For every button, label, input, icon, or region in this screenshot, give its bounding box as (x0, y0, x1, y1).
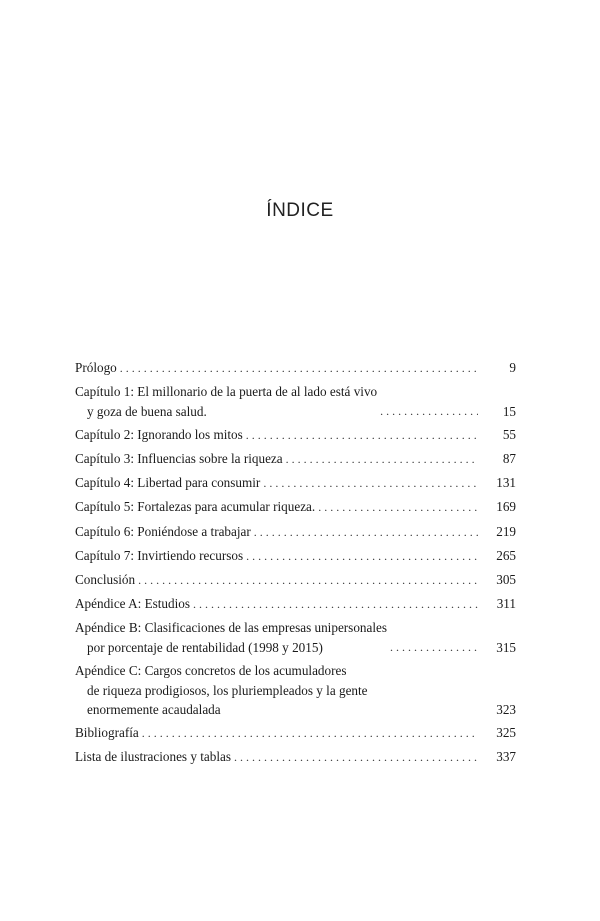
toc-leader-dots (254, 523, 478, 543)
toc-leader-dots (263, 474, 478, 494)
toc-entry-line: de riqueza prodigiosos, los pluriempleados y la gente (87, 682, 368, 698)
toc-entry-page: 9 (509, 360, 516, 375)
toc-leader-dots (234, 748, 478, 768)
toc-entry-title (75, 594, 193, 614)
table-of-contents (75, 358, 516, 772)
toc-entry-title (75, 723, 142, 743)
toc-entry-page: 311 (496, 596, 516, 612)
toc-entry-line: Capítulo 4: Libertad para consumir (75, 475, 261, 491)
toc-entry-capitulo-2[interactable] (75, 425, 516, 446)
toc-entry-line: Capítulo 6: Poniéndose a trabajar (75, 523, 251, 539)
toc-entry-line: por porcentaje de rentabilidad (1998 y 2015) (87, 639, 323, 655)
toc-entry-page: 265 (496, 547, 516, 563)
toc-entry-title (75, 522, 254, 542)
toc-entry-line: Prólogo (75, 360, 117, 375)
toc-leader-dots (142, 724, 478, 744)
toc-entry-page: 55 (502, 426, 516, 442)
toc-leader-dots (138, 571, 478, 591)
toc-leader-dots (390, 638, 478, 658)
toc-entry-page: 315 (496, 639, 516, 655)
page-title: ÍNDICE (266, 200, 334, 221)
toc-entry-page: 337 (496, 749, 516, 765)
toc-entry-title (75, 473, 263, 493)
toc-leader-dots (246, 426, 478, 446)
toc-entry-prologo[interactable] (75, 358, 516, 379)
toc-entry-title (75, 546, 246, 566)
toc-entry-line: Apéndice C: Cargos concretos de los acumuladores (75, 663, 347, 679)
toc-entry-page: 219 (496, 523, 516, 539)
toc-entry-title (75, 570, 138, 590)
toc-entry-title (75, 747, 234, 767)
toc-entry-apendice-c[interactable] (75, 661, 516, 720)
toc-entry-line: Capítulo 1: El millonario de la puerta de al lado está vivo (75, 384, 378, 400)
toc-entry-capitulo-4[interactable] (75, 473, 516, 494)
toc-entry-title (75, 382, 380, 421)
toc-entry-page: 15 (502, 403, 516, 419)
toc-entry-bibliografia[interactable] (75, 723, 516, 744)
toc-entry-line: Conclusión (75, 572, 136, 587)
toc-entry-title (75, 661, 371, 720)
toc-leader-dots (380, 402, 478, 422)
toc-entry-page: 325 (496, 725, 516, 741)
toc-entry-line: Bibliografía (75, 725, 139, 741)
toc-entry-capitulo-7[interactable] (75, 546, 516, 567)
toc-entry-page: 87 (502, 451, 516, 467)
toc-entry-apendice-b[interactable] (75, 618, 516, 657)
toc-entry-line: Capítulo 3: Influencias sobre la riqueza (75, 451, 283, 467)
toc-entry-page: 323 (496, 702, 516, 718)
toc-entry-line: Capítulo 5: Fortalezas para acumular riqueza. (75, 499, 316, 515)
toc-leader-dots (286, 450, 478, 470)
toc-entry-page: 131 (496, 475, 516, 491)
toc-entry-line: Capítulo 2: Ignorando los mitos (75, 426, 243, 442)
toc-entry-line: Apéndice B: Clasificaciones de las empresas unipersonales (75, 620, 388, 636)
toc-entry-capitulo-6[interactable] (75, 522, 516, 543)
toc-entry-title (75, 497, 318, 517)
toc-entry-title (75, 618, 390, 657)
toc-entry-line: Lista de ilustraciones y tablas (75, 749, 232, 765)
toc-entry-line: enormemente acaudalada (87, 702, 221, 718)
toc-leader-dots (120, 359, 478, 379)
toc-entry-capitulo-3[interactable] (75, 449, 516, 470)
toc-entry-lista-ilustraciones[interactable] (75, 747, 516, 768)
toc-entry-conclusion[interactable] (75, 570, 516, 591)
toc-entry-title (75, 358, 120, 378)
toc-entry-page: 305 (496, 572, 516, 587)
toc-entry-apendice-a[interactable] (75, 594, 516, 615)
toc-entry-line: Capítulo 7: Invirtiendo recursos (75, 547, 244, 563)
toc-entry-title (75, 449, 286, 469)
toc-leader-dots (246, 547, 478, 567)
toc-entry-capitulo-1[interactable] (75, 382, 516, 421)
toc-entry-page: 169 (496, 499, 516, 515)
toc-entry-line: y goza de buena salud. (87, 403, 207, 419)
toc-entry-line: Apéndice A: Estudios (75, 596, 191, 612)
toc-leader-dots (193, 595, 478, 615)
toc-entry-title (75, 425, 246, 445)
toc-entry-capitulo-5[interactable] (75, 497, 516, 518)
toc-leader-dots (318, 498, 478, 518)
